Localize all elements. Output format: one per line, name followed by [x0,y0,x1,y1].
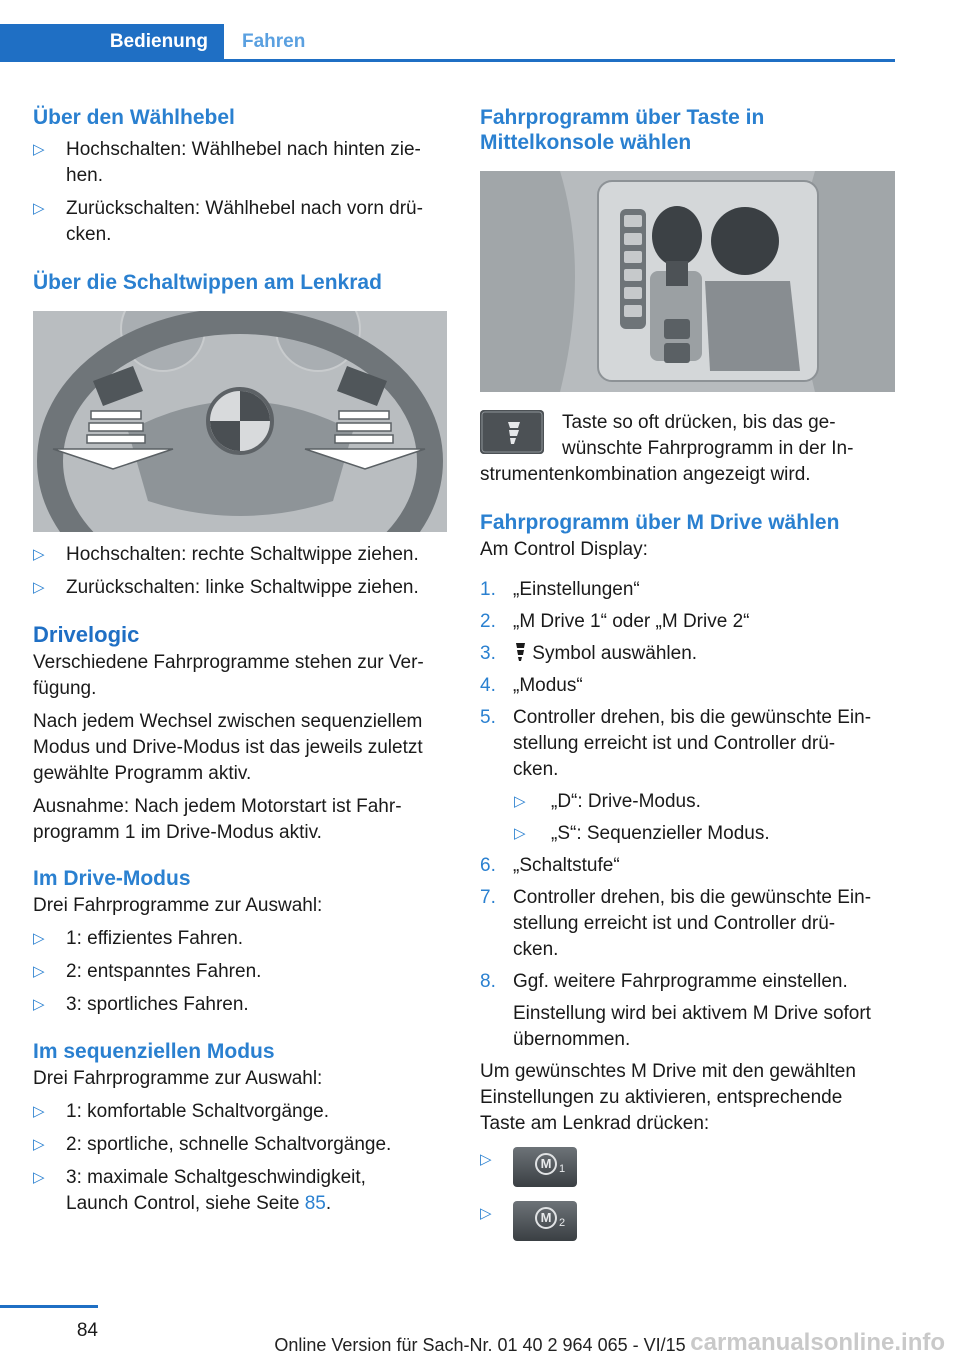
list-item [480,641,895,667]
heading-taste-mittelkonsole: Fahrprogramm über Taste in Mittelkonsole wählen [480,106,765,154]
heading-sequenziell: Im sequenziellen Modus [33,1040,275,1063]
footer-rule [0,1305,98,1308]
taste-description [480,410,895,488]
list-item [480,821,895,847]
list-item-text: „S“: Sequenzieller Modus. [551,823,770,844]
list-item [480,1201,895,1241]
m2-button-icon [513,1201,577,1241]
step-text: „M Drive 1“ oder „M Drive 2“ [513,611,750,632]
drive-mode-button-icon [480,410,544,454]
heading-drivelogic: Drivelogic [33,622,140,647]
triangle-bullet-icon: ▷ [33,1169,45,1186]
tab-fahren[interactable]: Fahren [242,31,306,52]
paragraph: Drei Fahrprogramme zur Auswahl: [33,1068,323,1089]
list-item-text: . [325,1193,332,1214]
tab-bedienung[interactable]: Bedienung [0,24,224,60]
left-column [33,100,447,1217]
triangle-bullet-icon: ▷ [33,963,45,980]
triangle-bullet-icon: ▷ [33,1136,45,1153]
page-number: 84 [76,1320,98,1341]
list-item [33,196,447,248]
list-item [480,673,895,699]
center-console-image [480,171,895,392]
step-text: „Schaltstufe“ [513,855,620,876]
list-item-text: 3: maximale Schaltgeschwindigkeit, [66,1167,366,1188]
m-label: M [535,1153,557,1175]
step-text: Symbol auswählen. [532,643,698,664]
heading-waehlhebel: Über den Wählhebel [33,106,235,129]
step-text: Ggf. weitere Fahrprogramme einstellen. [513,971,848,992]
step-text: Controller drehen, bis die gewünschte Ein- stellung erreicht ist und Controller drü- cken. [513,707,872,780]
paragraph: strumentenkombination angezeigt wird. [480,464,811,485]
triangle-bullet-icon: ▷ [33,1103,45,1120]
paragraph: Einstellung wird bei aktivem M Drive sofort übernommen. [513,1003,871,1050]
paragraph: Verschiedene Fahrprogramme stehen zur Ver- fügung. [33,652,424,699]
heading-m-drive: Fahrprogramm über M Drive wählen [480,511,840,534]
list-item [480,853,895,879]
m-sub-label: 1 [559,1163,566,1175]
heading-drive-modus: Im Drive-Modus [33,867,191,890]
m-label: M [535,1207,557,1229]
triangle-bullet-icon: ▷ [33,141,45,158]
drive-symbol-icon [513,642,527,662]
paragraph: Am Control Display: [480,539,648,560]
triangle-bullet-icon: ▷ [33,546,45,563]
list-item [480,789,895,815]
paragraph: Um gewünschtes M Drive mit den gewählten Einstellungen zu aktivieren, entsprechende Taste am Lenkrad drücken: [480,1061,856,1134]
paragraph: Taste so oft drücken, bis das ge- wünschte Fahrprogramm in der In- [562,412,854,459]
step-number: 6. [480,855,496,876]
paragraph: Drei Fahrprogramme zur Auswahl: [33,895,323,916]
header-tabbar [0,24,895,62]
triangle-bullet-icon: ▷ [33,579,45,596]
list-item-text: Hochschalten: Wählhebel nach hinten zie- hen. [66,139,421,186]
step-number: 5. [480,707,496,728]
list-item [480,577,895,603]
step-number: 8. [480,971,496,992]
paragraph: Ausnahme: Nach jedem Motorstart ist Fahr- programm 1 im Drive-Modus aktiv. [33,796,402,843]
triangle-bullet-icon: ▷ [33,996,45,1013]
m1-button-icon [513,1147,577,1187]
watermark: carmanualsonline.info [690,1329,945,1356]
triangle-bullet-icon: ▷ [514,793,526,810]
steering-wheel-illustration [33,311,447,532]
heading-schaltwippen: Über die Schaltwippen am Lenkrad [33,271,382,294]
list-item [480,705,895,783]
triangle-bullet-icon: ▷ [514,825,526,842]
step-number: 7. [480,887,496,908]
list-item [480,969,895,995]
list-item-text: Zurückschalten: linke Schaltwippe ziehen. [66,577,419,598]
list-item-text: Hochschalten: rechte Schaltwippe ziehen. [66,544,419,565]
list-item [33,1132,447,1158]
list-item-text: „D“: Drive-Modus. [551,791,701,812]
list-item-text: 2: entspanntes Fahren. [66,961,262,982]
triangle-bullet-icon: ▷ [33,930,45,947]
list-item [33,542,447,568]
list-item [33,1099,447,1125]
center-console-illustration [480,171,895,392]
triangle-bullet-icon: ▷ [480,1151,492,1168]
step-text: Controller drehen, bis die gewünschte Ein- stellung erreicht ist und Controller drü- cken. [513,887,872,960]
step-number: 2. [480,611,496,632]
list-item-text: 3: sportliches Fahren. [66,994,249,1015]
list-item [33,1165,447,1217]
list-item-text: 1: effizientes Fahren. [66,928,244,949]
list-item [33,137,447,189]
list-item-text: Launch Control, siehe Seite [66,1193,305,1214]
list-item [33,575,447,601]
list-item [480,1147,895,1187]
list-item-text: 2: sportliche, schnelle Schaltvorgänge. [66,1134,392,1155]
m-sub-label: 2 [559,1217,566,1229]
steering-wheel-image [33,311,447,532]
page-link[interactable]: 85 [304,1193,326,1214]
step-text: „Modus“ [513,675,583,696]
step-number: 3. [480,643,496,664]
list-item [33,959,447,985]
triangle-bullet-icon: ▷ [480,1205,492,1222]
list-item [480,885,895,963]
list-item [33,992,447,1018]
list-item [33,926,447,952]
list-item-text: 1: komfortable Schaltvorgänge. [66,1101,329,1122]
step-text: „Einstellungen“ [513,579,640,600]
drive-mode-symbol-icon [480,410,544,454]
paragraph: Nach jedem Wechsel zwischen sequenziellem Modus und Drive-Modus ist das jeweils zuletzt gewählte Programm aktiv. [33,711,423,784]
list-item [480,609,895,635]
step-number: 4. [480,675,496,696]
footer-online-version: Online Version für Sach-Nr. 01 40 2 964 065 - VI/15 [274,1335,686,1355]
list-item-text: Zurückschalten: Wählhebel nach vorn drü- cken. [66,198,423,245]
right-column [480,100,895,1241]
step-number: 1. [480,579,496,600]
triangle-bullet-icon: ▷ [33,200,45,217]
